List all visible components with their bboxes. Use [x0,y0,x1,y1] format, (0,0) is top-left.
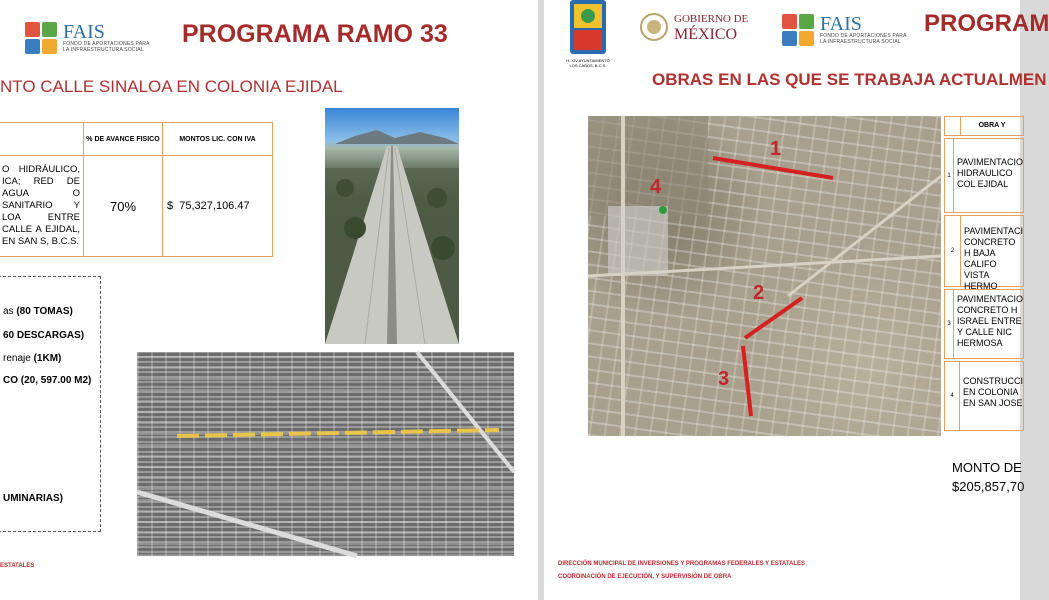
map-label-2: 2 [753,282,765,304]
table-head-obra [0,123,84,156]
list-item-concreto: CO (20, 597.00 M2) [3,375,92,386]
satellite-map-drawing [588,116,941,436]
works-table-head: OBRA Y [978,122,1006,129]
slide-2-subtitle: OBRAS EN LAS QUE SE TRABAJA ACTUALMEN [652,70,1047,89]
bw-map-drawing [137,352,514,556]
monto-value: 75,327,106.47 [179,200,250,212]
works-row-2: 2 PAVIMENTACI CONCRETO H BAJA CALIFO VISTA HERMO [944,215,1024,287]
list-item-luminarias: UMINARIAS) [3,493,63,504]
list-item-tomas: as (80 TOMAS) [3,306,73,317]
works-row-1: 1 PAVIMENTACIO HIDRAULICO COL EJIDAL [944,138,1024,213]
slide-2 [544,0,1049,600]
table-cell-desc: O HIDRÁULICO, ICA; RED DE AGUA O SANITARIO Y LOA ENTRE CALLE A EJIDAL, EN SAN S, B.C.S. [0,156,84,257]
slide-2-title: PROGRAM [924,10,1049,37]
slide-1-subtitle: NTO CALLE SINALOA EN COLONIA EJIDAL [0,77,343,96]
map-label-4: 4 [650,176,662,198]
gobierno-line-1: GOBIERNO DE [674,13,749,25]
table-head-montos: MONTOS LIC. CON IVA [163,123,273,156]
gobierno-line-2: MÉXICO [674,26,738,43]
ayuntamiento-seal [568,0,608,56]
ayuntamiento-seal-icon [568,0,608,56]
fais-logo-sub-1: FONDO DE APORTACIONES PARA [63,41,150,47]
list-item-drenaje: renaje (1KM) [3,353,62,364]
list-item-descargas: 60 DESCARGAS) [3,330,85,341]
fais-logo-name: FAIS [63,21,105,43]
map-label-1: 1 [770,138,782,160]
works-row-3: 3 PAVIMENTACIO CONCRETO H ISRAEL ENTRE Y CALLE NIC HERMOSA [944,289,1024,359]
street-photo-drawing [325,108,459,344]
slide-2-footer-1: DIRECCIÓN MUNICIPAL DE INVERSIONES Y PROGRAMAS FEDERALES Y ESTATALES [558,561,806,567]
table-cell-avance: 70% [84,156,163,257]
street-photo [325,108,459,344]
slide-2-footer-2: COORDINACIÓN DE EJECUCIÓN, Y SUPERVISIÓN DE OBRA [558,574,732,580]
works-list-box [0,276,101,532]
works-table [944,116,1024,431]
mexico-eagle-seal-icon [639,12,669,42]
table-cell-monto [163,156,273,257]
ayuntamiento-caption: H. XIV AYUNTAMIENTO LOS CABOS, B.C.S. [566,58,610,68]
fais-logo-2-sub-1: FONDO DE APORTACIONES PARA [820,33,907,39]
fais-logo [25,22,150,54]
slide-1-footer: ESTATALES [0,563,35,569]
fais-logo-2 [782,14,907,46]
bw-aerial-map [137,352,514,556]
fais-logo-2-sub-2: LA INFRAESTRUCTURA SOCIAL [820,39,901,45]
monto-total: $205,857,70 [952,479,1025,494]
slide-1-title: PROGRAMA RAMO 33 [182,20,448,48]
table-head-avance: % DE AVANCE FISICO [84,123,163,156]
fais-house-icon-2 [782,14,814,46]
project-table [0,122,273,257]
fais-house-icon [25,22,57,54]
map-label-3: 3 [718,368,730,390]
fais-logo-2-name: FAIS [820,13,862,35]
currency-sign: $ [167,200,174,212]
fais-logo-sub-2: LA INFRAESTRUCTURA SOCIAL [63,47,144,53]
satellite-map [588,116,941,436]
gobierno-mexico-logo [639,12,748,42]
works-row-4: 4 CONSTRUCCI EN COLONIA EN SAN JOSE [944,361,1024,431]
monto-label: MONTO DE [952,460,1022,475]
